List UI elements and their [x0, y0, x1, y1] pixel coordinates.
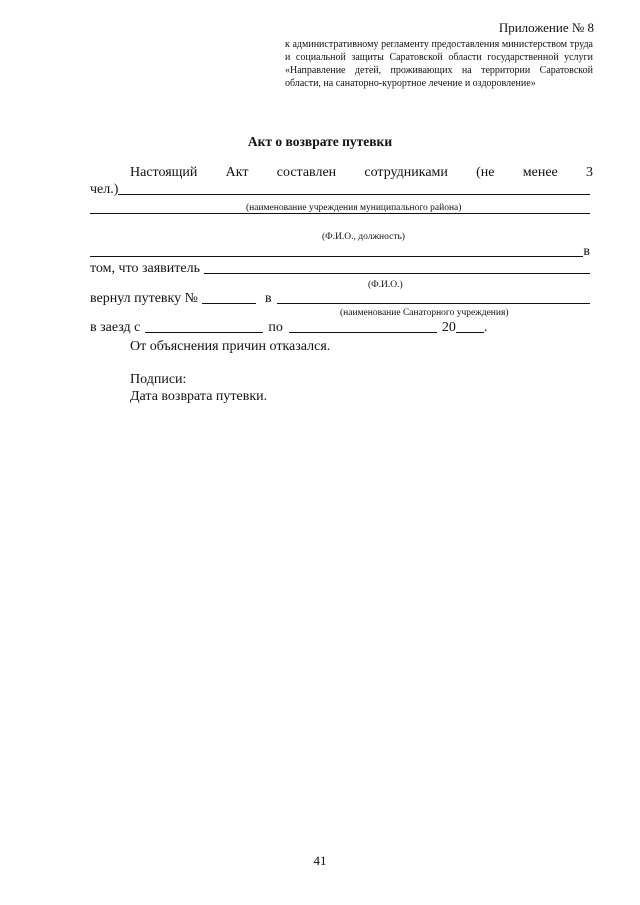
word: Настоящий: [130, 165, 198, 180]
year-suffix: .: [483, 320, 488, 335]
word: (не: [476, 165, 495, 180]
return-date-label: Дата возврата путевки.: [130, 389, 268, 404]
institution-field[interactable]: [118, 194, 590, 195]
signatures-label: Подписи:: [130, 372, 187, 387]
paragraph-line-6: [90, 291, 590, 307]
act-title: Акт о возврате путевки: [247, 134, 393, 149]
word: 3: [585, 165, 593, 180]
arrival-label: в заезд с: [90, 320, 141, 335]
paragraph-line-4: [90, 244, 590, 260]
to-label: по: [268, 320, 283, 335]
caption-sanatorium: (наименование Санаторного учреждения): [340, 308, 509, 318]
employee-field-2[interactable]: [90, 256, 583, 257]
employee-field-1[interactable]: [90, 213, 590, 214]
caption-fio: (Ф.И.О.): [368, 280, 403, 290]
arrival-to-field[interactable]: [289, 332, 437, 333]
word: менее: [522, 165, 558, 180]
paragraph-line-3: [90, 213, 590, 217]
paragraph-line-5: [90, 261, 590, 277]
people-label: чел.): [90, 182, 119, 197]
paragraph-line-1: [130, 165, 593, 181]
page-number: 41: [313, 853, 327, 868]
appendix-description: к административному регламенту предоставления министерством труда и социальной защиты Саратовской области государственной услуги «Направление детей, проживающих на территории Саратовской области, на санаторно-курортное лечение и оздоровление»: [285, 39, 593, 89]
applicant-label: том, что заявитель: [90, 261, 200, 276]
applicant-field[interactable]: [204, 273, 590, 274]
voucher-number-field[interactable]: [202, 303, 256, 304]
paragraph-line-2: [90, 182, 590, 198]
appendix-title: Приложение № 8: [498, 20, 594, 35]
sanatorium-field[interactable]: [277, 303, 590, 304]
arrival-from-field[interactable]: [145, 332, 263, 333]
year-prefix: 20: [441, 320, 456, 335]
caption-fio-position: (Ф.И.О., должность): [322, 232, 405, 242]
word: сотрудниками: [364, 165, 448, 180]
in-label: в: [265, 291, 272, 306]
word-v: в: [583, 244, 590, 259]
refusal-text: От объяснения причин отказался.: [130, 339, 331, 354]
returned-label: вернул путевку №: [90, 291, 199, 306]
year-field[interactable]: [456, 332, 484, 333]
paragraph-line-7: [90, 320, 590, 336]
word: составлен: [276, 165, 337, 180]
word: Акт: [225, 165, 249, 180]
caption-institution: (наименование учреждения муниципального района): [246, 203, 462, 213]
